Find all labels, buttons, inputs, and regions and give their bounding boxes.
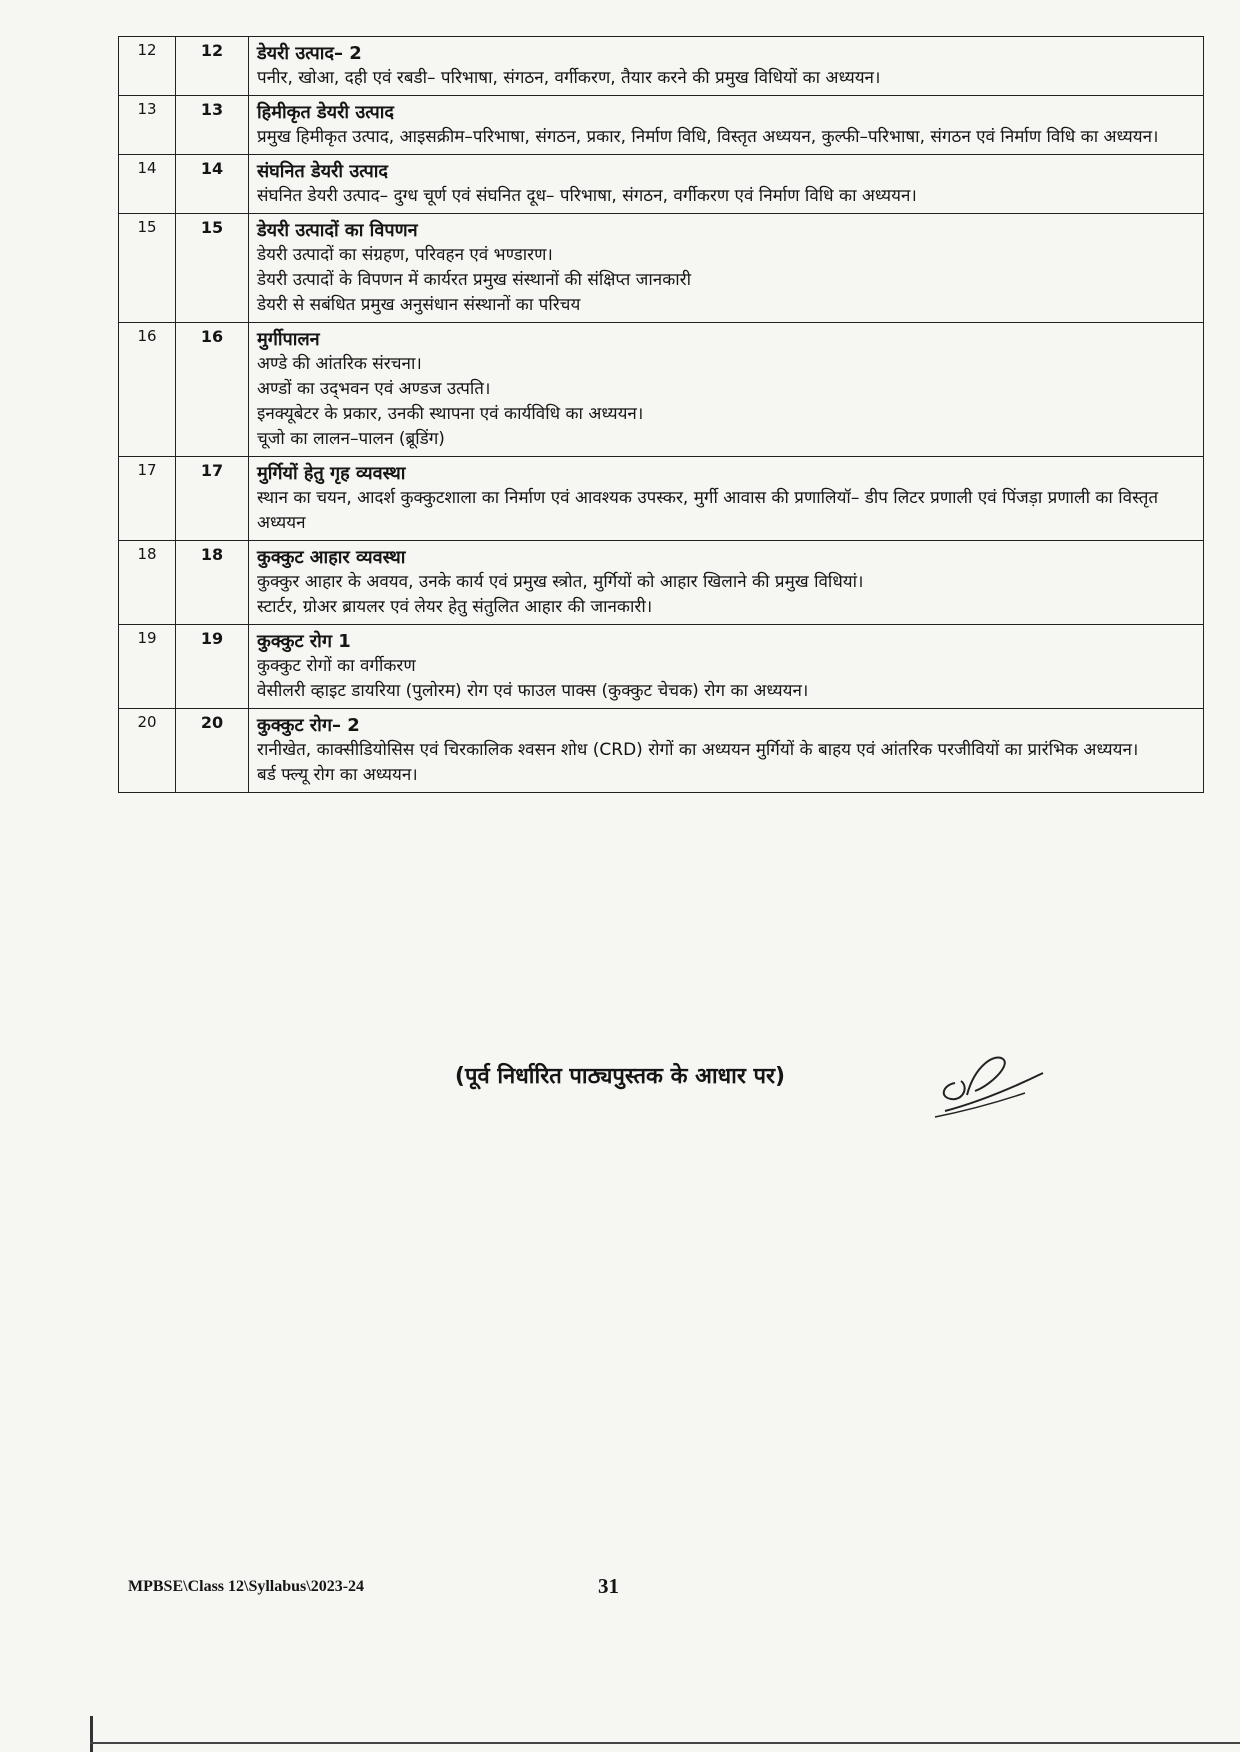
unit-content-cell [249,155,1204,214]
table-row [119,37,1204,96]
unit-content-cell [249,214,1204,323]
serial-number-cell: 17 [119,457,176,541]
footnote: (पूर्व निर्धारित पाठ्यपुस्तक के आधार पर) [454,1064,786,1089]
serial-number-cell: 13 [119,96,176,155]
unit-title: मुर्गियों हेतु गृह व्यवस्था [257,463,406,484]
unit-topic-line: चूजो का लालन–पालन (ब्रूडिंग) [257,429,445,449]
unit-topic-line: स्टार्टर, ग्रोअर ब्रायलर एवं लेयर हेतु संतुलित आहार की जानकारी। [257,597,653,617]
unit-topic-line: स्थान का चयन, आदर्श कुक्कुटशाला का निर्माण एवं आवश्यक उपस्कर, मुर्गी आवास की प्रणालियॉ– डीप लिटर प्रणाली एवं पिंजड़ा प्रणाली का विस्तृत अध्ययन [257,488,1159,533]
unit-title: कुक्कुट आहार व्यवस्था [257,547,406,568]
unit-title: हिमीकृत डेयरी उत्पाद [257,102,394,123]
unit-title: डेयरी उत्पादों का विपणन [257,220,418,241]
unit-topic-line: कुक्कुर आहार के अवयव, उनके कार्य एवं प्रमुख स्त्रोत, मुर्गियों को आहार खिलाने की प्रमुख विधियां। [257,572,864,592]
unit-topic-line: डेयरी से सबंधित प्रमुख अनुसंधान संस्थानों का परिचय [257,295,581,315]
unit-content-cell [249,709,1204,793]
serial-number-cell: 12 [119,37,176,96]
unit-topic-line: रानीखेत, काक्सीडियोसिस एवं चिरकालिक श्वसन शोध (CRD) रोगों का अध्ययन मुर्गियों के बाहय एवं आंतरिक परजीवियों का प्रारंभिक अध्ययन। [257,740,1139,760]
table-row [119,214,1204,323]
unit-content-cell [249,37,1204,96]
unit-topic-line: अण्डों का उद्‌भवन एवं अण्डज उत्पति। [257,379,491,399]
unit-number-cell: 16 [176,323,249,457]
unit-content-cell [249,625,1204,709]
unit-topic-line: इनक्यूबेटर के प्रकार, उनकी स्थापना एवं कार्यविधि का अध्ययन। [257,404,644,424]
unit-number-cell: 17 [176,457,249,541]
unit-content-cell [249,457,1204,541]
unit-topic-line: बर्ड फ्ल्यू रोग का अध्ययन। [257,765,418,785]
unit-title: संघनित डेयरी उत्पाद [257,161,388,182]
unit-content-cell [249,323,1204,457]
unit-number-cell: 15 [176,214,249,323]
bottom-rule [90,1742,1240,1744]
serial-number-cell: 19 [119,625,176,709]
unit-content-cell [249,541,1204,625]
table-row [119,625,1204,709]
unit-topic-line: पनीर, खोआ, दही एवं रबडी– परिभाषा, संगठन, वर्गीकरण, तैयार करने की प्रमुख विधियों का अध्ययन। [257,68,881,88]
table-row [119,709,1204,793]
table-row [119,155,1204,214]
serial-number-cell: 14 [119,155,176,214]
serial-number-cell: 18 [119,541,176,625]
unit-content-cell [249,96,1204,155]
unit-title: कुक्कुट रोग– 2 [257,715,360,736]
binding-edge [90,1716,93,1752]
syllabus-table [118,36,1204,793]
table-row [119,541,1204,625]
unit-title: कुक्कुट रोग 1 [257,631,351,652]
unit-topic-line: डेयरी उत्पादों का संग्रहण, परिवहन एवं भण्डारण। [257,245,553,265]
unit-number-cell: 14 [176,155,249,214]
serial-number-cell: 15 [119,214,176,323]
unit-topic-line: संघनित डेयरी उत्पाद– दुग्ध चूर्ण एवं संघनित दूध– परिभाषा, संगठन, वर्गीकरण एवं निर्माण विधि का अध्ययन। [257,186,917,206]
unit-number-cell: 12 [176,37,249,96]
unit-topic-line: कुक्कुट रोगों का वर्गीकरण [257,656,416,676]
unit-number-cell: 19 [176,625,249,709]
page-number: 31 [598,1574,619,1598]
unit-topic-line: वेसीलरी व्हाइट डायरिया (पुलोरम) रोग एवं फाउल पाक्स (कुक्कुट चेचक) रोग का अध्ययन। [257,681,809,701]
unit-topic-line: प्रमुख हिमीकृत उत्पाद, आइसक्रीम–परिभाषा, संगठन, प्रकार, निर्माण विधि, विस्तृत अध्ययन, कुल्फी–परिभाषा, संगठन एवं निर्माण विधि का अध्ययन। [257,127,1159,147]
syllabus-table-body [119,37,1204,793]
serial-number-cell: 16 [119,323,176,457]
unit-topic-line: अण्डे की आंतरिक संरचना। [257,354,422,374]
table-row [119,96,1204,155]
table-row [119,457,1204,541]
unit-number-cell: 20 [176,709,249,793]
unit-number-cell: 18 [176,541,249,625]
serial-number-cell: 20 [119,709,176,793]
unit-number-cell: 13 [176,96,249,155]
footer-path: MPBSE\Class 12\Syllabus\2023-24 [128,1578,365,1595]
unit-title: डेयरी उत्पाद– 2 [257,43,362,64]
table-row [119,323,1204,457]
unit-topic-line: डेयरी उत्पादों के विपणन में कार्यरत प्रमुख संस्थानों की संक्षिप्त जानकारी [257,270,692,290]
signature-icon [925,1045,1055,1125]
unit-title: मुर्गीपालन [257,329,320,350]
